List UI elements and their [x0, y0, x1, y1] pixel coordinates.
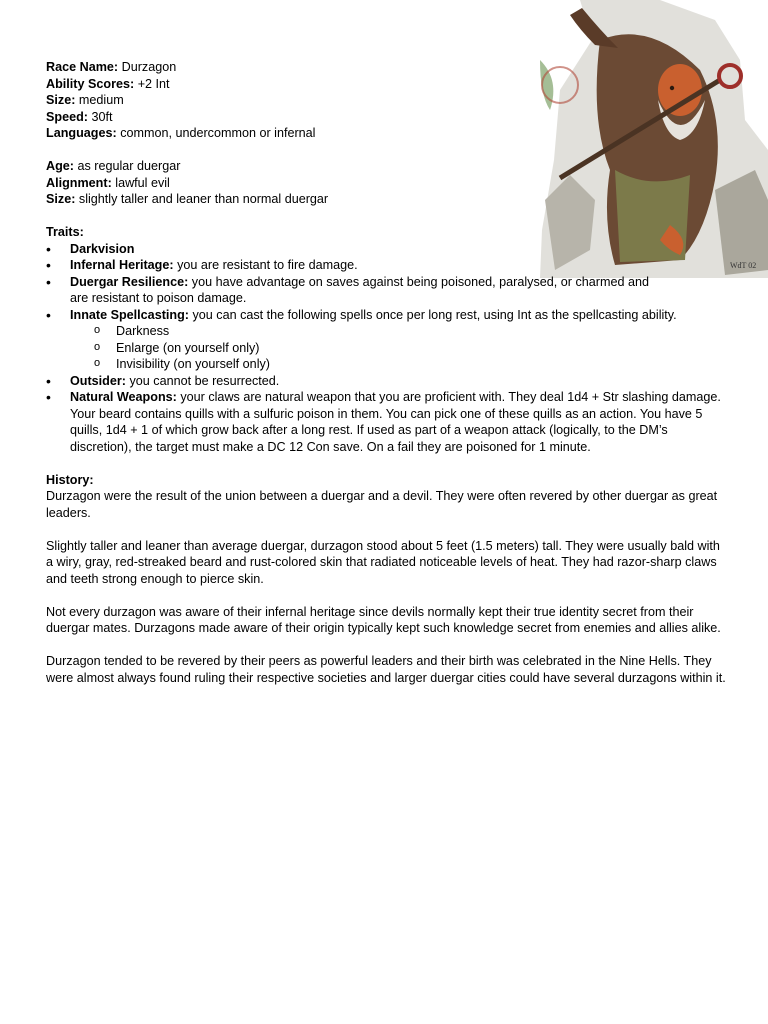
ability-scores-value: +2 Int [137, 76, 170, 91]
alignment-label: Alignment: [46, 175, 112, 190]
trait-name: Duergar Resilience: [70, 274, 189, 289]
size-detail-value: slightly taller and leaner than normal duergar [78, 192, 329, 206]
trait-name: Darkvision [70, 241, 135, 256]
traits-heading: Traits: [46, 225, 84, 239]
alignment-line [46, 175, 726, 192]
trait-text: you are resistant to fire damage. [177, 258, 358, 272]
spell-list [70, 323, 726, 373]
trait-item [46, 389, 726, 455]
size-label: Size: [46, 93, 76, 107]
trait-item [46, 307, 726, 373]
languages-line [46, 125, 726, 142]
traits-list [46, 241, 726, 456]
ability-scores-label: Ability Scores: [46, 76, 135, 91]
race-name-value: Durzagon [121, 60, 177, 74]
spell-item: o Darkness [70, 323, 726, 340]
trait-name: Infernal Heritage: [70, 258, 174, 272]
trait-item [46, 373, 726, 390]
trait-item [46, 257, 726, 274]
speed-label: Speed: [46, 109, 88, 124]
size-value: medium [78, 93, 124, 107]
age-label: Age: [46, 159, 74, 173]
trait-text: you have advantage on saves against being poisoned, paralysed, or charmed and are resistant to poison damage. [70, 274, 649, 305]
trait-text: your claws are natural weapon that you are proficient with. They deal 1d4 + Str slashing damage. Your beard contains quills with a sulfuric poison in them. You can pick one of these quills as an action. You have 5 quills, 1d4 + 1 of which grow back after a long rest. If used as part of a weapon attack (logically, to the DM’s discretion), the target must make a DC 12 Con save. On a fail they are poisoned for 1 minute. [70, 390, 721, 454]
trait-text: you cannot be resurrected. [129, 373, 280, 388]
race-name-line [46, 59, 726, 76]
size-detail-line [46, 191, 726, 208]
trait-text: you can cast the following spells once per long rest, using Int as the spellcasting ability. [192, 307, 677, 322]
ability-scores-line [46, 76, 726, 93]
history-paragraph: Not every durzagon was aware of their infernal heritage since devils normally kept their true identity secret from their duergar mates. Durzagons made aware of their origin typically kept such knowledge secret from enemies and allies alike. [46, 604, 721, 635]
alignment-value: lawful evil [115, 175, 170, 190]
size-detail-label: Size: [46, 192, 76, 206]
history-heading: History: [46, 472, 94, 487]
trait-item [46, 241, 726, 258]
spell-item: o Invisibility (on yourself only) [70, 356, 726, 373]
document-body [46, 59, 726, 686]
history-paragraph: Durzagon were the result of the union between a duergar and a devil. They were often revered by other duergar as great leaders. [46, 489, 718, 520]
speed-value: 30ft [91, 109, 113, 124]
trait-name: Innate Spellcasting: [70, 307, 189, 322]
spell-item: o Enlarge (on yourself only) [70, 340, 726, 357]
trait-name: Natural Weapons: [70, 390, 177, 404]
size-line [46, 92, 726, 109]
age-line [46, 158, 726, 175]
languages-label: Languages: [46, 126, 117, 140]
race-name-label: Race Name: [46, 60, 119, 74]
trait-name: Outsider: [70, 373, 126, 388]
trait-item [46, 274, 670, 307]
speed-line [46, 109, 726, 126]
languages-value: common, undercommon or infernal [120, 126, 316, 140]
age-value: as regular duergar [77, 159, 181, 173]
history-paragraph: Durzagon tended to be revered by their peers as powerful leaders and their birth was celebrated in the Nine Hells. They were almost always found ruling their respective societies and larger duergar cities could have several durzagons within it. [46, 654, 726, 685]
history-paragraph: Slightly taller and leaner than average duergar, durzagon stood about 5 feet (1.5 meters) tall. They were usually bald with a wiry, gray, red-streaked beard and rust-colored skin that radiated noticeable levels of heat. They had razor-sharp claws and teeth strong enough to pierce skin. [46, 538, 720, 586]
artist-signature: WdT 02 [730, 261, 757, 270]
